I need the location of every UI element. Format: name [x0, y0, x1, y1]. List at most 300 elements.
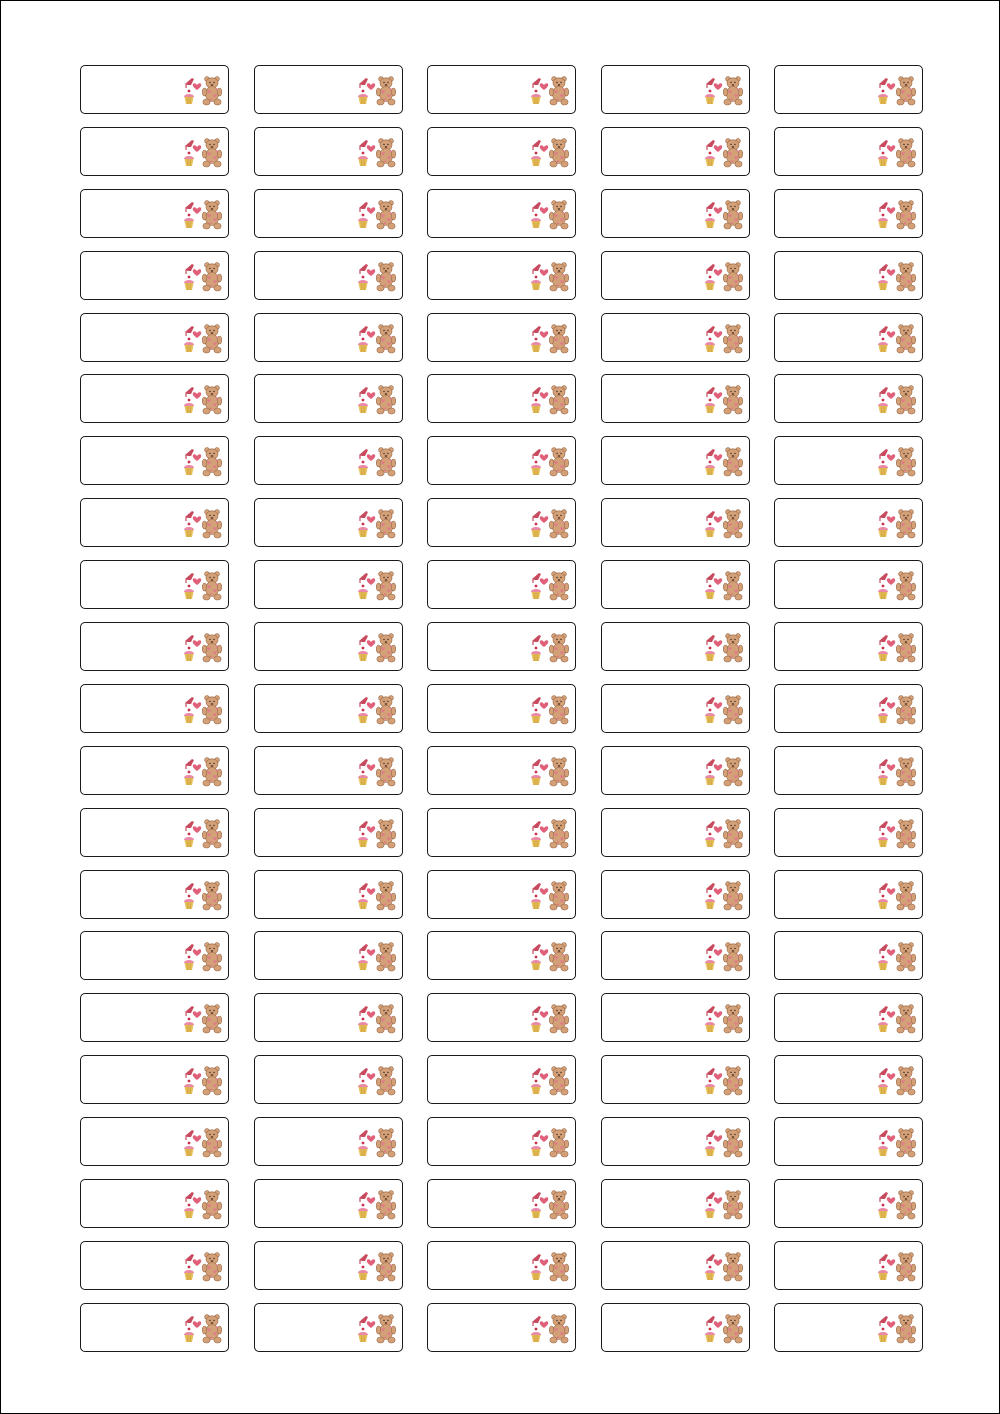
label-r7-c4[interactable] [601, 436, 750, 485]
label-artwork [356, 756, 400, 788]
shoe-icon [879, 697, 888, 707]
label-r9-c5[interactable] [774, 560, 923, 609]
heart-icon [540, 578, 548, 585]
heart-icon [193, 702, 201, 709]
heart-icon [887, 145, 895, 152]
label-artwork [182, 818, 226, 850]
shoe-icon [532, 202, 541, 212]
label-r4-c4[interactable] [601, 251, 750, 300]
label-artwork [356, 1189, 400, 1221]
label-artwork [703, 1313, 747, 1345]
cupcake-icon [358, 399, 368, 413]
label-r9-c1[interactable] [80, 560, 229, 609]
label-r2-c2[interactable] [254, 127, 403, 176]
heart-icon [366, 578, 374, 585]
label-r10-c4[interactable] [601, 622, 750, 671]
label-artwork [876, 1003, 920, 1035]
label-r13-c4[interactable] [601, 808, 750, 857]
shoe-icon [532, 883, 541, 893]
cupcake-icon [358, 956, 368, 970]
teddy-bear-icon [202, 324, 221, 352]
label-r19-c5[interactable] [774, 1179, 923, 1228]
shoe-icon [879, 264, 888, 274]
label-r20-c3[interactable] [427, 1241, 576, 1290]
teddy-bear-icon [376, 386, 395, 414]
cupcake-icon [705, 1018, 715, 1032]
label-r20-c2[interactable] [254, 1241, 403, 1290]
cupcake-icon [184, 1018, 194, 1032]
shoe-icon [359, 264, 368, 274]
teddy-bear-icon [723, 1129, 742, 1157]
cupcake-icon [358, 275, 368, 289]
heart-icon [540, 702, 548, 709]
cupcake-icon [705, 90, 715, 104]
heart-icon [887, 1321, 895, 1328]
label-r12-c5[interactable] [774, 746, 923, 795]
shoe-icon [879, 78, 888, 88]
cupcake-icon [184, 213, 194, 227]
label-r15-c1[interactable] [80, 931, 229, 980]
teddy-bear-icon [723, 138, 742, 166]
label-artwork [356, 818, 400, 850]
label-r3-c3[interactable] [427, 189, 576, 238]
cupcake-icon [531, 151, 541, 165]
teddy-bear-icon [376, 448, 395, 476]
label-r18-c1[interactable] [80, 1117, 229, 1166]
label-artwork [529, 261, 573, 293]
heart-icon [540, 1197, 548, 1204]
shoe-icon [879, 326, 888, 336]
label-r6-c1[interactable] [80, 374, 229, 423]
heart-icon [366, 950, 374, 957]
label-artwork [703, 199, 747, 231]
label-r8-c4[interactable] [601, 498, 750, 547]
shoe-icon [532, 821, 541, 831]
label-r13-c5[interactable] [774, 808, 923, 857]
cupcake-icon [531, 275, 541, 289]
teddy-bear-icon [549, 1191, 568, 1219]
shoe-icon [532, 140, 541, 150]
label-r16-c5[interactable] [774, 993, 923, 1042]
label-r1-c3[interactable] [427, 65, 576, 114]
teddy-bear-icon [896, 696, 915, 724]
label-r14-c1[interactable] [80, 870, 229, 919]
label-r15-c5[interactable] [774, 931, 923, 980]
label-artwork [703, 632, 747, 664]
label-r8-c2[interactable] [254, 498, 403, 547]
cupcake-icon [184, 832, 194, 846]
teddy-bear-icon [723, 324, 742, 352]
label-artwork [182, 75, 226, 107]
label-r14-c2[interactable] [254, 870, 403, 919]
label-artwork [876, 880, 920, 912]
cupcake-icon [878, 1266, 888, 1280]
heart-icon [540, 331, 548, 338]
label-r11-c5[interactable] [774, 684, 923, 733]
heart-icon [540, 1012, 548, 1019]
label-r6-c2[interactable] [254, 374, 403, 423]
shoe-icon [185, 140, 194, 150]
label-r9-c2[interactable] [254, 560, 403, 609]
cupcake-icon [184, 894, 194, 908]
cupcake-icon [184, 585, 194, 599]
label-artwork [182, 1127, 226, 1159]
heart-icon [713, 269, 721, 276]
cupcake-icon [531, 1204, 541, 1218]
label-r11-c4[interactable] [601, 684, 750, 733]
label-r17-c4[interactable] [601, 1055, 750, 1104]
label-artwork [529, 446, 573, 478]
label-artwork [529, 880, 573, 912]
shoe-icon [706, 1068, 715, 1078]
heart-icon [366, 83, 374, 90]
label-artwork [356, 137, 400, 169]
label-r7-c3[interactable] [427, 436, 576, 485]
shoe-icon [532, 697, 541, 707]
label-artwork [703, 1065, 747, 1097]
shoe-icon [359, 449, 368, 459]
label-r3-c1[interactable] [80, 189, 229, 238]
label-r7-c2[interactable] [254, 436, 403, 485]
label-artwork [703, 941, 747, 973]
label-r19-c4[interactable] [601, 1179, 750, 1228]
cupcake-icon [531, 894, 541, 908]
label-r14-c5[interactable] [774, 870, 923, 919]
label-r16-c1[interactable] [80, 993, 229, 1042]
label-artwork [876, 261, 920, 293]
label-r10-c2[interactable] [254, 622, 403, 671]
label-r15-c4[interactable] [601, 931, 750, 980]
teddy-bear-icon [376, 1253, 395, 1281]
shoe-icon [879, 1006, 888, 1016]
label-r2-c1[interactable] [80, 127, 229, 176]
teddy-bear-icon [896, 1129, 915, 1157]
heart-icon [366, 393, 374, 400]
shoe-icon [532, 1006, 541, 1016]
cupcake-icon [531, 770, 541, 784]
label-r19-c3[interactable] [427, 1179, 576, 1228]
label-r5-c4[interactable] [601, 313, 750, 362]
heart-icon [540, 455, 548, 462]
label-artwork [529, 384, 573, 416]
label-r21-c5[interactable] [774, 1303, 923, 1352]
heart-icon [540, 888, 548, 895]
label-artwork [529, 137, 573, 169]
shoe-icon [879, 140, 888, 150]
cupcake-icon [531, 832, 541, 846]
label-artwork [876, 818, 920, 850]
cupcake-icon [184, 523, 194, 537]
shoe-icon [185, 511, 194, 521]
cupcake-icon [705, 337, 715, 351]
cupcake-icon [878, 523, 888, 537]
shoe-icon [359, 883, 368, 893]
cupcake-icon [358, 1204, 368, 1218]
label-artwork [182, 137, 226, 169]
label-artwork [876, 1189, 920, 1221]
cupcake-icon [705, 709, 715, 723]
label-r5-c3[interactable] [427, 313, 576, 362]
shoe-icon [359, 759, 368, 769]
label-r12-c4[interactable] [601, 746, 750, 795]
teddy-bear-icon [723, 1067, 742, 1095]
heart-icon [713, 950, 721, 957]
label-r4-c2[interactable] [254, 251, 403, 300]
label-r20-c5[interactable] [774, 1241, 923, 1290]
label-artwork [529, 1313, 573, 1345]
shoe-icon [359, 326, 368, 336]
label-artwork [876, 694, 920, 726]
teddy-bear-icon [549, 757, 568, 785]
teddy-bear-icon [202, 510, 221, 538]
shoe-icon [359, 697, 368, 707]
label-artwork [876, 384, 920, 416]
label-r5-c1[interactable] [80, 313, 229, 362]
label-r1-c4[interactable] [601, 65, 750, 114]
shoe-icon [185, 1316, 194, 1326]
heart-icon [193, 764, 201, 771]
label-artwork [356, 199, 400, 231]
label-r2-c3[interactable] [427, 127, 576, 176]
label-r16-c3[interactable] [427, 993, 576, 1042]
cupcake-icon [705, 1142, 715, 1156]
label-r14-c3[interactable] [427, 870, 576, 919]
teddy-bear-icon [549, 324, 568, 352]
label-artwork [182, 1065, 226, 1097]
heart-icon [366, 1012, 374, 1019]
heart-icon [887, 83, 895, 90]
label-r5-c5[interactable] [774, 313, 923, 362]
label-r7-c1[interactable] [80, 436, 229, 485]
shoe-icon [185, 573, 194, 583]
label-r13-c1[interactable] [80, 808, 229, 857]
label-r21-c3[interactable] [427, 1303, 576, 1352]
label-artwork [529, 1065, 573, 1097]
heart-icon [887, 455, 895, 462]
teddy-bear-icon [896, 262, 915, 290]
cupcake-icon [531, 337, 541, 351]
heart-icon [193, 1073, 201, 1080]
shoe-icon [879, 944, 888, 954]
label-r4-c5[interactable] [774, 251, 923, 300]
label-r12-c1[interactable] [80, 746, 229, 795]
heart-icon [540, 393, 548, 400]
label-r21-c1[interactable] [80, 1303, 229, 1352]
cupcake-icon [705, 1327, 715, 1341]
label-r4-c1[interactable] [80, 251, 229, 300]
cupcake-icon [878, 213, 888, 227]
label-r3-c4[interactable] [601, 189, 750, 238]
label-r2-c4[interactable] [601, 127, 750, 176]
cupcake-icon [358, 213, 368, 227]
label-artwork [182, 508, 226, 540]
cupcake-icon [184, 1204, 194, 1218]
cupcake-icon [531, 1327, 541, 1341]
label-r6-c3[interactable] [427, 374, 576, 423]
cupcake-icon [878, 956, 888, 970]
label-artwork [703, 323, 747, 355]
label-r14-c4[interactable] [601, 870, 750, 919]
teddy-bear-icon [896, 138, 915, 166]
label-r7-c5[interactable] [774, 436, 923, 485]
shoe-icon [359, 573, 368, 583]
shoe-icon [185, 449, 194, 459]
heart-icon [887, 578, 895, 585]
label-artwork [356, 261, 400, 293]
cupcake-icon [531, 1080, 541, 1094]
label-r3-c5[interactable] [774, 189, 923, 238]
heart-icon [713, 1073, 721, 1080]
label-r13-c3[interactable] [427, 808, 576, 857]
label-r10-c1[interactable] [80, 622, 229, 671]
heart-icon [193, 83, 201, 90]
teddy-bear-icon [376, 572, 395, 600]
label-r11-c1[interactable] [80, 684, 229, 733]
teddy-bear-icon [202, 1005, 221, 1033]
heart-icon [887, 1073, 895, 1080]
label-r6-c5[interactable] [774, 374, 923, 423]
cupcake-icon [184, 337, 194, 351]
label-r15-c3[interactable] [427, 931, 576, 980]
label-r16-c2[interactable] [254, 993, 403, 1042]
shoe-icon [706, 326, 715, 336]
label-r8-c3[interactable] [427, 498, 576, 547]
label-r10-c3[interactable] [427, 622, 576, 671]
label-artwork [876, 323, 920, 355]
label-r2-c5[interactable] [774, 127, 923, 176]
label-r10-c5[interactable] [774, 622, 923, 671]
heart-icon [193, 640, 201, 647]
heart-icon [193, 888, 201, 895]
shoe-icon [879, 759, 888, 769]
teddy-bear-icon [202, 819, 221, 847]
label-r8-c5[interactable] [774, 498, 923, 547]
cupcake-icon [184, 1142, 194, 1156]
label-r8-c1[interactable] [80, 498, 229, 547]
label-r12-c3[interactable] [427, 746, 576, 795]
label-r19-c1[interactable] [80, 1179, 229, 1228]
teddy-bear-icon [549, 1314, 568, 1342]
label-r9-c4[interactable] [601, 560, 750, 609]
heart-icon [887, 516, 895, 523]
label-r1-c5[interactable] [774, 65, 923, 114]
teddy-bear-icon [376, 262, 395, 290]
cupcake-icon [531, 585, 541, 599]
label-r21-c2[interactable] [254, 1303, 403, 1352]
teddy-bear-icon [376, 1314, 395, 1342]
label-r17-c2[interactable] [254, 1055, 403, 1104]
label-artwork [356, 1251, 400, 1283]
heart-icon [366, 764, 374, 771]
cupcake-icon [878, 1204, 888, 1218]
label-r18-c5[interactable] [774, 1117, 923, 1166]
heart-icon [193, 1321, 201, 1328]
label-artwork [356, 570, 400, 602]
label-r15-c2[interactable] [254, 931, 403, 980]
label-r17-c1[interactable] [80, 1055, 229, 1104]
label-r13-c2[interactable] [254, 808, 403, 857]
teddy-bear-icon [723, 757, 742, 785]
shoe-icon [532, 264, 541, 274]
shoe-icon [706, 944, 715, 954]
label-r17-c3[interactable] [427, 1055, 576, 1104]
label-r21-c4[interactable] [601, 1303, 750, 1352]
label-artwork [703, 818, 747, 850]
heart-icon [887, 888, 895, 895]
label-artwork [356, 941, 400, 973]
teddy-bear-icon [376, 943, 395, 971]
label-r18-c3[interactable] [427, 1117, 576, 1166]
label-artwork [876, 199, 920, 231]
label-artwork [182, 323, 226, 355]
heart-icon [887, 207, 895, 214]
label-r6-c4[interactable] [601, 374, 750, 423]
heart-icon [713, 578, 721, 585]
teddy-bear-icon [376, 138, 395, 166]
label-artwork [529, 199, 573, 231]
heart-icon [193, 950, 201, 957]
label-r11-c3[interactable] [427, 684, 576, 733]
label-r19-c2[interactable] [254, 1179, 403, 1228]
heart-icon [887, 1012, 895, 1019]
cupcake-icon [358, 1266, 368, 1280]
shoe-icon [706, 264, 715, 274]
label-artwork [703, 137, 747, 169]
cupcake-icon [531, 1142, 541, 1156]
shoe-icon [185, 697, 194, 707]
shoe-icon [706, 1130, 715, 1140]
label-r16-c4[interactable] [601, 993, 750, 1042]
cupcake-icon [358, 90, 368, 104]
shoe-icon [706, 449, 715, 459]
label-r5-c2[interactable] [254, 313, 403, 362]
label-artwork [182, 199, 226, 231]
label-artwork [182, 384, 226, 416]
teddy-bear-icon [896, 1253, 915, 1281]
heart-icon [540, 516, 548, 523]
shoe-icon [359, 1068, 368, 1078]
heart-icon [887, 1135, 895, 1142]
label-r18-c2[interactable] [254, 1117, 403, 1166]
shoe-icon [879, 573, 888, 583]
label-r18-c4[interactable] [601, 1117, 750, 1166]
heart-icon [193, 1197, 201, 1204]
label-r20-c4[interactable] [601, 1241, 750, 1290]
label-r11-c2[interactable] [254, 684, 403, 733]
shoe-icon [532, 511, 541, 521]
heart-icon [366, 207, 374, 214]
label-r12-c2[interactable] [254, 746, 403, 795]
label-artwork [529, 756, 573, 788]
label-r17-c5[interactable] [774, 1055, 923, 1104]
label-r1-c1[interactable] [80, 65, 229, 114]
label-r9-c3[interactable] [427, 560, 576, 609]
label-r1-c2[interactable] [254, 65, 403, 114]
label-artwork [356, 323, 400, 355]
label-artwork [529, 1251, 573, 1283]
teddy-bear-icon [202, 1129, 221, 1157]
label-r3-c2[interactable] [254, 189, 403, 238]
label-r20-c1[interactable] [80, 1241, 229, 1290]
label-artwork [703, 694, 747, 726]
cupcake-icon [184, 151, 194, 165]
shoe-icon [879, 1130, 888, 1140]
shoe-icon [706, 821, 715, 831]
heart-icon [540, 269, 548, 276]
label-r4-c3[interactable] [427, 251, 576, 300]
teddy-bear-icon [723, 1253, 742, 1281]
cupcake-icon [184, 1080, 194, 1094]
